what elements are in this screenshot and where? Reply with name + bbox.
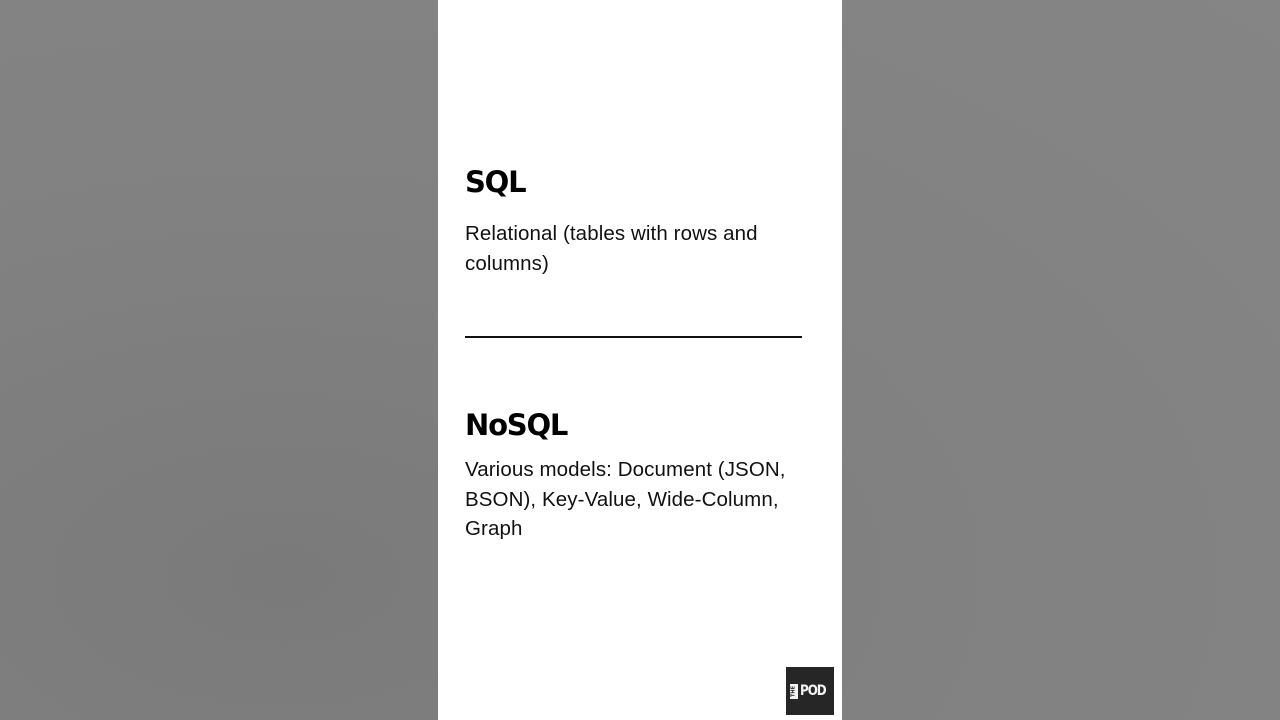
logo-main-text: POD <box>799 683 826 699</box>
nosql-heading: NoSQL <box>465 408 568 442</box>
sql-heading: SQL <box>465 165 526 199</box>
nosql-description: Various models: Document (JSON, BSON), Key-Value, Wide-Column, Graph <box>465 458 786 540</box>
sql-description: Relational (tables with rows and columns) <box>465 222 758 275</box>
pod-logo-icon <box>786 667 834 715</box>
section-divider <box>465 336 802 338</box>
logo-small-text: THE <box>790 685 797 697</box>
slide-panel <box>438 0 842 720</box>
